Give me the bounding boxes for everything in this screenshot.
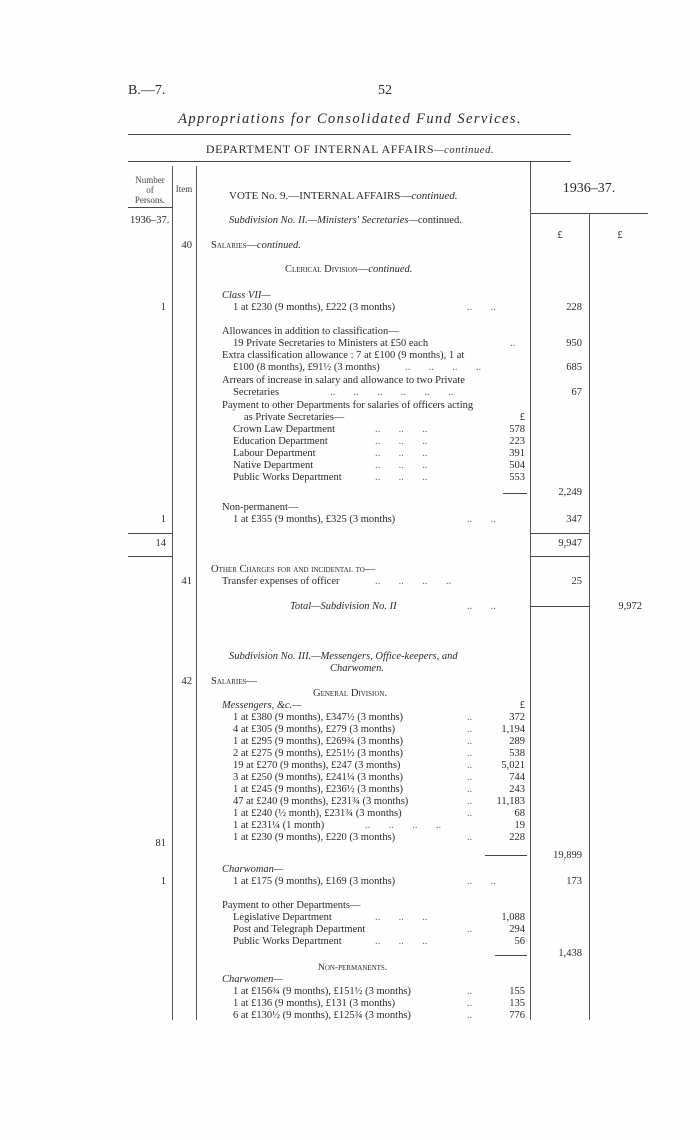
subdivision-3-title: Subdivision No. III.—Messengers, Office-keepers, and: [229, 651, 458, 662]
item-42-number: 42: [181, 676, 192, 687]
leader-dots: ..: [467, 772, 473, 783]
payment-dept-amount: 294: [509, 924, 525, 935]
subtotal-amount: 9,947: [558, 538, 582, 549]
payment-dept-name: Post and Telegraph Department: [233, 924, 366, 935]
transfer-expenses-line: Transfer expenses of officer: [222, 576, 340, 587]
messenger-row-amount: 1,194: [501, 724, 525, 735]
dept-amount: 504: [509, 460, 525, 471]
allowance-amount-2: 685: [566, 362, 582, 373]
persons-header-line: Persons.: [134, 195, 166, 205]
charwomen-row-amount: 155: [509, 986, 525, 997]
vote-title-text: VOTE No. 9.—INTERNAL AFFAIRS—: [229, 190, 412, 202]
leader-dots: .. .. .. ..: [365, 820, 442, 831]
item-41-number: 41: [181, 576, 192, 587]
leader-dots: ..: [467, 760, 473, 771]
allowance-line-1: 19 Private Secretaries to Ministers at £50 each: [233, 338, 429, 349]
leader-dots: ..: [467, 986, 473, 997]
persons-header-line: Number: [135, 175, 165, 185]
title-rule: [128, 134, 571, 135]
leader-dots: ..: [510, 338, 516, 349]
messengers-heading: Messengers, &c.—: [222, 700, 302, 711]
messenger-row-text: 4 at £305 (9 months), £279 (3 months): [233, 724, 396, 735]
leader-dots: ..: [467, 796, 473, 807]
department-heading: [0, 142, 700, 157]
messenger-row-text: 1 at £231¼ (1 month): [233, 820, 325, 831]
amount-subtotal-rule-bottom: [530, 556, 589, 557]
charwomen-row-text: 1 at £156¾ (9 months), £151½ (3 months): [233, 986, 411, 997]
messenger-row-amount: 744: [509, 772, 525, 783]
dept-name: Education Department: [233, 436, 328, 447]
messenger-row-amount: 243: [509, 784, 525, 795]
allowance-line-3: Arrears of increase in salary and allowance to two Private: [222, 375, 465, 386]
leader-dots: ..: [467, 924, 473, 935]
subtotal-persons: 14: [155, 538, 166, 549]
subdivision-2-continued: continued.: [417, 215, 462, 226]
report-ref: B.—7.: [128, 83, 166, 98]
leader-dots: ..: [467, 832, 473, 843]
item-40-number: 40: [181, 240, 192, 251]
payments-subtotal-rule: [495, 955, 527, 956]
payment-dept-name: Public Works Department: [233, 936, 342, 947]
amount-column-divider: [530, 162, 531, 1020]
non-permanent-persons: 1: [160, 514, 166, 525]
messenger-row-text: 47 at £240 (9 months), £231¾ (3 months): [233, 796, 409, 807]
leader-dots: ..: [467, 808, 473, 819]
dept-amount: 223: [509, 436, 525, 447]
transfer-expenses-amount: 25: [571, 576, 582, 587]
allowance-line-4: Payment to other Departments for salaries of officers acting: [222, 400, 474, 411]
non-permanents-heading: Non-permanents.: [318, 963, 388, 973]
leader-dots: ..: [467, 998, 473, 1009]
persons-column-divider: [172, 166, 173, 1020]
year-column-header: 1936–37.: [562, 181, 616, 196]
persons-header-rule: [128, 207, 172, 208]
messenger-row-text: 2 at £275 (9 months), £251½ (3 months): [233, 748, 404, 759]
allowance-line-2: Extra classification allowance : 7 at £100 (9 months), 1 at: [222, 350, 465, 361]
leader-dots: .. .. ..: [375, 460, 428, 471]
class-7-heading: Class VII—: [222, 290, 271, 301]
messenger-row-text: 1 at £295 (9 months), £269¾ (3 months): [233, 736, 404, 747]
leader-dots: .. .. ..: [375, 436, 428, 447]
leader-dots: .. ..: [467, 302, 496, 313]
subdivision-2-title-text: Subdivision No. II.—Ministers' Secretaries—: [229, 215, 418, 226]
persons-subtotal-rule-top: [128, 533, 172, 534]
general-division-heading: General Division.: [313, 688, 388, 699]
clerical-division-continued: continued.: [368, 264, 413, 275]
payments-heading: Payment to other Departments—: [222, 900, 361, 911]
leader-dots: .. .. .. ..: [375, 576, 452, 587]
department-suffix: —continued.: [434, 145, 495, 156]
messengers-total: 19,899: [553, 850, 582, 861]
persons-header-line: of: [146, 185, 154, 195]
messengers-subtotal-rule: [485, 855, 527, 856]
total-subdivision-2-amount: 9,972: [618, 601, 642, 612]
leader-dots: ..: [467, 712, 473, 723]
vote-title: [229, 190, 458, 202]
allowance-amount-1: 950: [566, 338, 582, 349]
item-40-continued: continued.: [256, 240, 301, 251]
dept-amount: 391: [509, 448, 525, 459]
pound-header-2: £: [617, 230, 623, 241]
messenger-row-text: 3 at £250 (9 months), £241¼ (3 months): [233, 772, 404, 783]
charwoman-persons: 1: [160, 876, 166, 887]
allowance-amount-3: 67: [571, 387, 582, 398]
leader-dots: .. ..: [467, 876, 496, 887]
class-7-line: 1 at £230 (9 months), £222 (3 months): [233, 302, 396, 313]
dept-name: Native Department: [233, 460, 314, 471]
messenger-row-amount: 11,183: [496, 796, 525, 807]
subdivision-3-title-line-2: Charwomen.: [330, 663, 384, 674]
dept-name: Public Works Department: [233, 472, 342, 483]
messenger-row-amount: 228: [509, 832, 525, 843]
other-charges-text: Other Charges for and incidental to—: [211, 564, 376, 575]
item-40-label-text: Salaries—: [211, 240, 257, 251]
messenger-row-amount: 289: [509, 736, 525, 747]
table-top-rule: [128, 161, 571, 162]
class-7-amount: 228: [566, 302, 582, 313]
pound-header-1: £: [557, 230, 563, 241]
charwomen-row-amount: 135: [509, 998, 525, 1009]
leader-dots: .. .. ..: [375, 448, 428, 459]
item-40-label: [211, 240, 301, 252]
year-label: 1936–37.: [130, 215, 170, 226]
page-title: Appropriations for Consolidated Fund Services.: [178, 111, 522, 127]
messengers-pound-sign: £: [519, 700, 525, 711]
item-column-header: Item: [175, 184, 193, 194]
leader-dots: .. .. ..: [375, 936, 428, 947]
leader-dots: ..: [467, 748, 473, 759]
charwoman-line: 1 at £175 (9 months), £169 (3 months): [233, 876, 396, 887]
charwomen-row-text: 6 at £130½ (9 months), £125¾ (3 months): [233, 1010, 411, 1021]
payment-dept-name: Legislative Department: [233, 912, 332, 923]
messenger-row-text: 1 at £230 (9 months), £220 (3 months): [233, 832, 396, 843]
charwomen-heading: Charwomen—: [222, 974, 283, 985]
dept-amount: 578: [509, 424, 525, 435]
messengers-persons: 81: [155, 838, 166, 849]
leader-dots: .. .. ..: [375, 472, 428, 483]
charwoman-heading: Charwoman—: [222, 864, 284, 875]
messenger-row-text: 1 at £380 (9 months), £347½ (3 months): [233, 712, 404, 723]
pound-column-divider: [589, 213, 590, 1020]
total-subdivision-2-label: Total—Subdivision No. II: [290, 601, 397, 612]
allowances-heading: Allowances in addition to classification—: [222, 326, 399, 337]
messenger-row-amount: 372: [509, 712, 525, 723]
total-rule: [530, 606, 589, 607]
other-charges-heading: [211, 564, 375, 576]
charwomen-row-text: 1 at £136 (9 months), £131 (3 months): [233, 998, 396, 1009]
subtotal-rule: [503, 493, 527, 494]
non-permanent-amount: 347: [566, 514, 582, 525]
dept-amount: 553: [509, 472, 525, 483]
leader-dots: .. ..: [467, 601, 496, 612]
subdivision-2-title: [229, 215, 462, 227]
persons-subtotal-rule-bottom: [128, 556, 172, 557]
leader-dots: ..: [467, 1010, 473, 1021]
leader-dots: .. .. ..: [375, 912, 428, 923]
leader-dots: .. .. .. ..: [405, 362, 482, 373]
leader-dots: .. .. .. .. .. ..: [330, 387, 454, 398]
messenger-row-amount: 68: [514, 808, 525, 819]
messenger-row-text: 1 at £240 (½ month), £231¾ (3 months): [233, 808, 402, 819]
clerical-division-heading: [285, 264, 412, 276]
messenger-row-amount: 5,021: [501, 760, 525, 771]
item-42-label: Salaries—: [211, 676, 257, 687]
leader-dots: .. .. ..: [375, 424, 428, 435]
charwoman-amount: 173: [566, 876, 582, 887]
messenger-row-amount: 19: [514, 820, 525, 831]
allowance-line-3b: Secretaries: [233, 387, 280, 398]
messenger-row-text: 1 at £245 (9 months), £236½ (3 months): [233, 784, 404, 795]
non-permanent-line: 1 at £355 (9 months), £325 (3 months): [233, 514, 396, 525]
payment-dept-amount: 56: [514, 936, 525, 947]
messenger-row-text: 19 at £270 (9 months), £247 (3 months): [233, 760, 401, 771]
persons-column-header: [128, 175, 172, 205]
allowance-pound-sign: £: [519, 412, 525, 423]
allowance-line-2b: £100 (8 months), £91½ (3 months): [233, 362, 380, 373]
leader-dots: ..: [467, 724, 473, 735]
clerical-division-text: Clerical Division—: [285, 264, 369, 275]
class-7-persons: 1: [160, 302, 166, 313]
amount-subtotal-rule-top: [530, 533, 589, 534]
non-permanent-heading: Non-permanent—: [222, 502, 299, 513]
department-name: DEPARTMENT OF INTERNAL AFFAIRS: [205, 142, 435, 156]
dept-name: Labour Department: [233, 448, 316, 459]
allowance-line-4b: as Private Secretaries—: [244, 412, 345, 423]
leader-dots: ..: [467, 784, 473, 795]
messenger-row-amount: 538: [509, 748, 525, 759]
leader-dots: ..: [467, 736, 473, 747]
dept-name: Crown Law Department: [233, 424, 336, 435]
allowances-total: 2,249: [558, 487, 582, 498]
leader-dots: .. ..: [467, 514, 496, 525]
item-column-divider: [196, 166, 197, 1020]
vote-continued: continued.: [411, 190, 458, 202]
payment-dept-amount: 1,088: [501, 912, 525, 923]
charwomen-row-amount: 776: [509, 1010, 525, 1021]
page-number: 52: [378, 83, 392, 98]
payments-total: 1,438: [558, 948, 582, 959]
